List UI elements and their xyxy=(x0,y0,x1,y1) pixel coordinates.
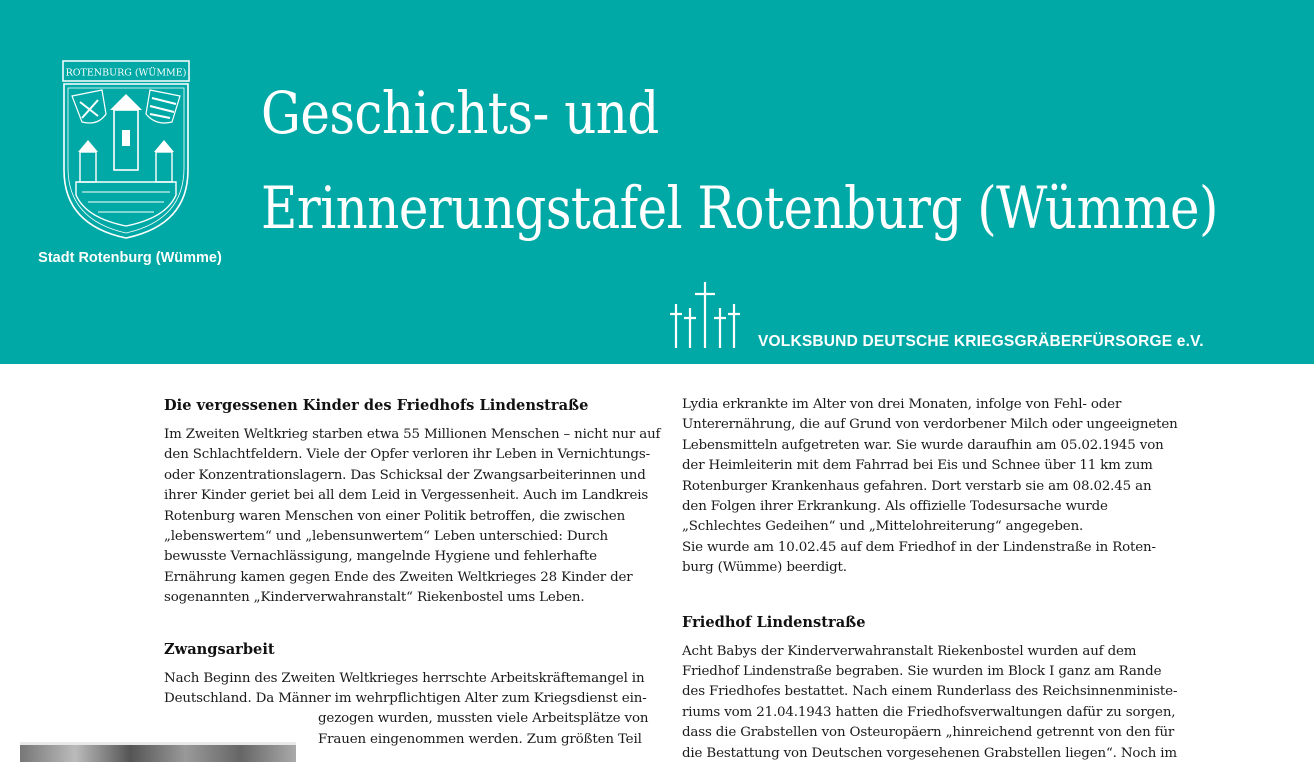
title-line-2: Erinnerungstafel Rotenburg (Wümme) xyxy=(261,174,1218,242)
page-title xyxy=(261,66,1218,256)
text-line: der Heimleiterin mit dem Fahrrad bei Eis und Schnee über 11 km zum xyxy=(682,458,1153,474)
text-line: dass die Grabstellen von Osteuropäern „hinreichend getrennt von den für xyxy=(682,725,1175,741)
right-column xyxy=(682,395,1178,764)
photo-top-edge xyxy=(20,742,296,745)
section-heading-forgotten-children: Die vergessenen Kinder des Friedhofs Lindenstraße xyxy=(164,397,589,414)
text-line: riums vom 21.04.1943 hatten die Friedhofsverwaltungen dafür zu sorgen, xyxy=(682,704,1176,720)
text-line: Unterernährung, die auf Grund von verdorbener Milch oder ungeeigneten xyxy=(682,417,1178,433)
text-line: Ernährung kamen gegen Ende des Zweiten Weltkrieges 28 Kinder der xyxy=(164,569,633,585)
paragraph-forgotten-children xyxy=(164,425,661,609)
organization-name: VOLKSBUND DEUTSCHE KRIEGSGRÄBERFÜRSORGE e.V. xyxy=(758,333,1204,350)
text-line: Lebensmitteln aufgetreten war. Sie wurde daraufhin am 05.02.1945 von xyxy=(682,437,1164,453)
text-line: die Bestattung von Deutschen vorgesehenen Grabstellen liegen“. Noch im xyxy=(682,745,1177,761)
historical-photo xyxy=(20,742,296,762)
text-line: Rotenburger Krankenhaus gefahren. Dort verstarb sie am 08.02.45 an xyxy=(682,478,1152,494)
volksbund-crosses-logo xyxy=(668,280,742,350)
section-heading-cemetery: Friedhof Lindenstraße xyxy=(682,613,866,631)
paragraph-cemetery xyxy=(682,642,1178,764)
text-line: Im Zweiten Weltkrieg starben etwa 55 Millionen Menschen – nicht nur auf xyxy=(164,427,661,442)
paragraph-lydia xyxy=(682,395,1178,579)
text-line: den Schlachtfeldern. Viele der Opfer verloren ihr Leben in Vernichtungs- xyxy=(164,447,650,463)
text-line: burg (Wümme) beerdigt. xyxy=(682,560,847,576)
text-line: Deutschland. Da Männer im wehrpflichtigen Alter zum Kriegsdienst ein- xyxy=(164,691,647,707)
text-line: Rotenburg waren Menschen von einer Politik betroffen, die zwischen xyxy=(164,508,626,524)
text-line: ihrer Kinder geriet bei all dem Leid in Vergessenheit. Auch im Landkreis xyxy=(164,488,649,504)
text-line: Sie wurde am 10.02.45 auf dem Friedhof in der Lindenstraße in Roten- xyxy=(682,539,1156,555)
text-line: bewusste Vernachlässigung, mangelnde Hygiene und fehlerhafte xyxy=(164,549,597,565)
text-line: „lebenswertem“ und „lebensunwertem“ Leben unterschied: Durch xyxy=(164,529,608,545)
title-line-1: Geschichts- und xyxy=(261,79,659,147)
text-line: „Schlechtes Gedeihen“ und „Mittelohreiterung“ angegeben. xyxy=(682,519,1084,535)
text-line: Nach Beginn des Zweiten Weltkrieges herrschte Arbeitskräftemangel in xyxy=(164,670,645,686)
text-line: Frauen eingenommen werden. Zum größten Teil xyxy=(318,731,642,747)
text-line: oder Konzentrationslagern. Das Schicksal der Zwangsarbeiterinnen und xyxy=(164,467,646,483)
text-line: Friedhof Lindenstraße begraben. Sie wurden im Block I ganz am Rande xyxy=(682,664,1162,680)
text-line: den Folgen ihrer Erkrankung. Als offizielle Todesursache wurde xyxy=(682,499,1108,515)
header-banner xyxy=(0,0,1314,364)
text-line: sogenannten „Kinderverwahranstalt“ Riekenbostel ums Leben. xyxy=(164,590,585,606)
crest-banner-text: ROTENBURG (WÜMME) xyxy=(65,67,187,79)
text-line: Acht Babys der Kinderverwahranstalt Riekenbostel wurden auf dem xyxy=(682,643,1137,659)
city-crest-logo xyxy=(62,60,190,240)
text-line: des Friedhofes bestattet. Nach einem Runderlass des Reichsinnenministe- xyxy=(682,684,1178,700)
left-column xyxy=(164,395,661,750)
crest-caption: Stadt Rotenburg (Wümme) xyxy=(38,250,222,266)
text-line: gezogen wurden, mussten viele Arbeitsplätze von xyxy=(318,711,649,727)
section-heading-forced-labor: Zwangsarbeit xyxy=(164,640,275,658)
text-line: Lydia erkrankte im Alter von drei Monaten, infolge von Fehl- oder xyxy=(682,397,1122,412)
paragraph-forced-labor xyxy=(164,669,649,751)
